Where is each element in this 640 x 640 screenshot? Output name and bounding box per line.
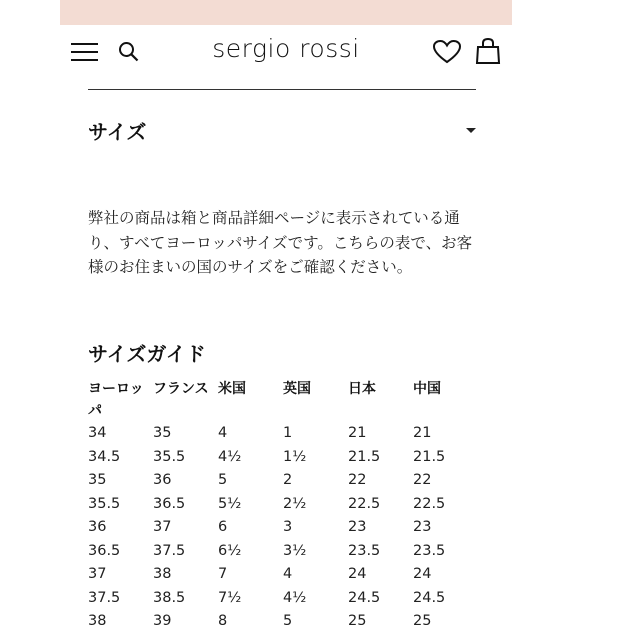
- column-header: 米国: [218, 381, 246, 397]
- column-header: 日本: [348, 381, 376, 397]
- column-header: 中国: [413, 381, 441, 397]
- table-cell: 4½: [283, 589, 307, 606]
- table-cell: 35: [153, 425, 172, 441]
- table-cell: 4: [218, 425, 228, 441]
- promo-bar: [60, 0, 512, 25]
- table-cell: 34.5: [88, 448, 121, 465]
- table-row: [88, 587, 488, 611]
- heart-icon[interactable]: [432, 39, 462, 69]
- brand-logo[interactable]: sergio rossi: [212, 34, 360, 63]
- table-cell: 36: [88, 519, 107, 535]
- size-table: [88, 378, 488, 634]
- table-cell: 24.5: [413, 589, 446, 606]
- table-row: [88, 469, 488, 493]
- table-cell: 22: [348, 472, 367, 488]
- table-cell: 38: [153, 566, 172, 582]
- column-header: フランス: [153, 381, 209, 397]
- header-divider: [88, 89, 476, 90]
- table-cell: 21: [348, 425, 367, 441]
- table-cell: 3½: [283, 542, 307, 559]
- table-cell: 25: [348, 613, 367, 629]
- table-cell: 21: [413, 425, 432, 441]
- table-cell: 22.5: [413, 495, 446, 512]
- table-cell: 36.5: [88, 542, 121, 559]
- table-cell: 24: [413, 566, 432, 582]
- table-cell: 36.5: [153, 495, 186, 512]
- table-cell: 2: [283, 472, 293, 488]
- table-cell: 3: [283, 519, 293, 535]
- table-cell: 37: [88, 566, 107, 582]
- table-cell: 37: [153, 519, 172, 535]
- table-cell: 4½: [218, 448, 242, 465]
- table-cell: 23: [413, 519, 432, 535]
- table-row: [88, 422, 488, 446]
- table-cell: 7: [218, 566, 228, 582]
- table-cell: 38: [88, 613, 107, 629]
- table-cell: 35.5: [153, 448, 186, 465]
- table-cell: 22: [413, 472, 432, 488]
- bag-icon[interactable]: [475, 37, 501, 69]
- table-cell: 1½: [283, 448, 307, 465]
- table-cell: 2½: [283, 495, 307, 512]
- table-cell: 37.5: [88, 589, 121, 606]
- table-cell: 23.5: [413, 542, 446, 559]
- table-row: [88, 563, 488, 587]
- table-cell: 39: [153, 613, 172, 629]
- table-row: [88, 540, 488, 564]
- table-cell: 5½: [218, 495, 242, 512]
- table-cell: 5: [218, 472, 228, 488]
- size-table-body: [88, 422, 488, 634]
- size-description: 弊社の商品は箱と商品詳細ページに表示されている通り、すべてヨーロッパサイズです。こちらの表で、お客様のお住まいの国のサイズをご確認ください。: [88, 209, 473, 276]
- column-header: ヨーロッパ: [88, 381, 144, 419]
- table-cell: 7½: [218, 589, 242, 606]
- table-cell: 25: [413, 613, 432, 629]
- table-row: [88, 446, 488, 470]
- table-row: [88, 610, 488, 634]
- table-cell: 37.5: [153, 542, 186, 559]
- table-cell: 23: [348, 519, 367, 535]
- table-cell: 24: [348, 566, 367, 582]
- table-cell: 6: [218, 519, 228, 535]
- table-cell: 23.5: [348, 542, 381, 559]
- table-cell: 6½: [218, 542, 242, 559]
- table-cell: 24.5: [348, 589, 381, 606]
- table-cell: 21.5: [413, 448, 446, 465]
- table-cell: 22.5: [348, 495, 381, 512]
- table-cell: 34: [88, 425, 107, 441]
- size-accordion-toggle[interactable]: [88, 110, 480, 150]
- column-header: 英国: [283, 381, 311, 397]
- table-cell: 8: [218, 613, 228, 629]
- size-table-header: [88, 378, 488, 422]
- size-guide-title: サイズガイド: [88, 342, 206, 366]
- table-cell: 38.5: [153, 589, 186, 606]
- table-cell: 35: [88, 472, 107, 488]
- table-cell: 4: [283, 566, 293, 582]
- accordion-title: サイズ: [88, 120, 147, 144]
- site-header: [60, 25, 512, 80]
- table-cell: 35.5: [88, 495, 121, 512]
- table-cell: 1: [283, 425, 293, 441]
- table-cell: 5: [283, 613, 293, 629]
- table-cell: 21.5: [348, 448, 381, 465]
- caret-down-icon: [466, 128, 476, 133]
- table-row: [88, 516, 488, 540]
- table-cell: 36: [153, 472, 172, 488]
- table-row: [88, 493, 488, 517]
